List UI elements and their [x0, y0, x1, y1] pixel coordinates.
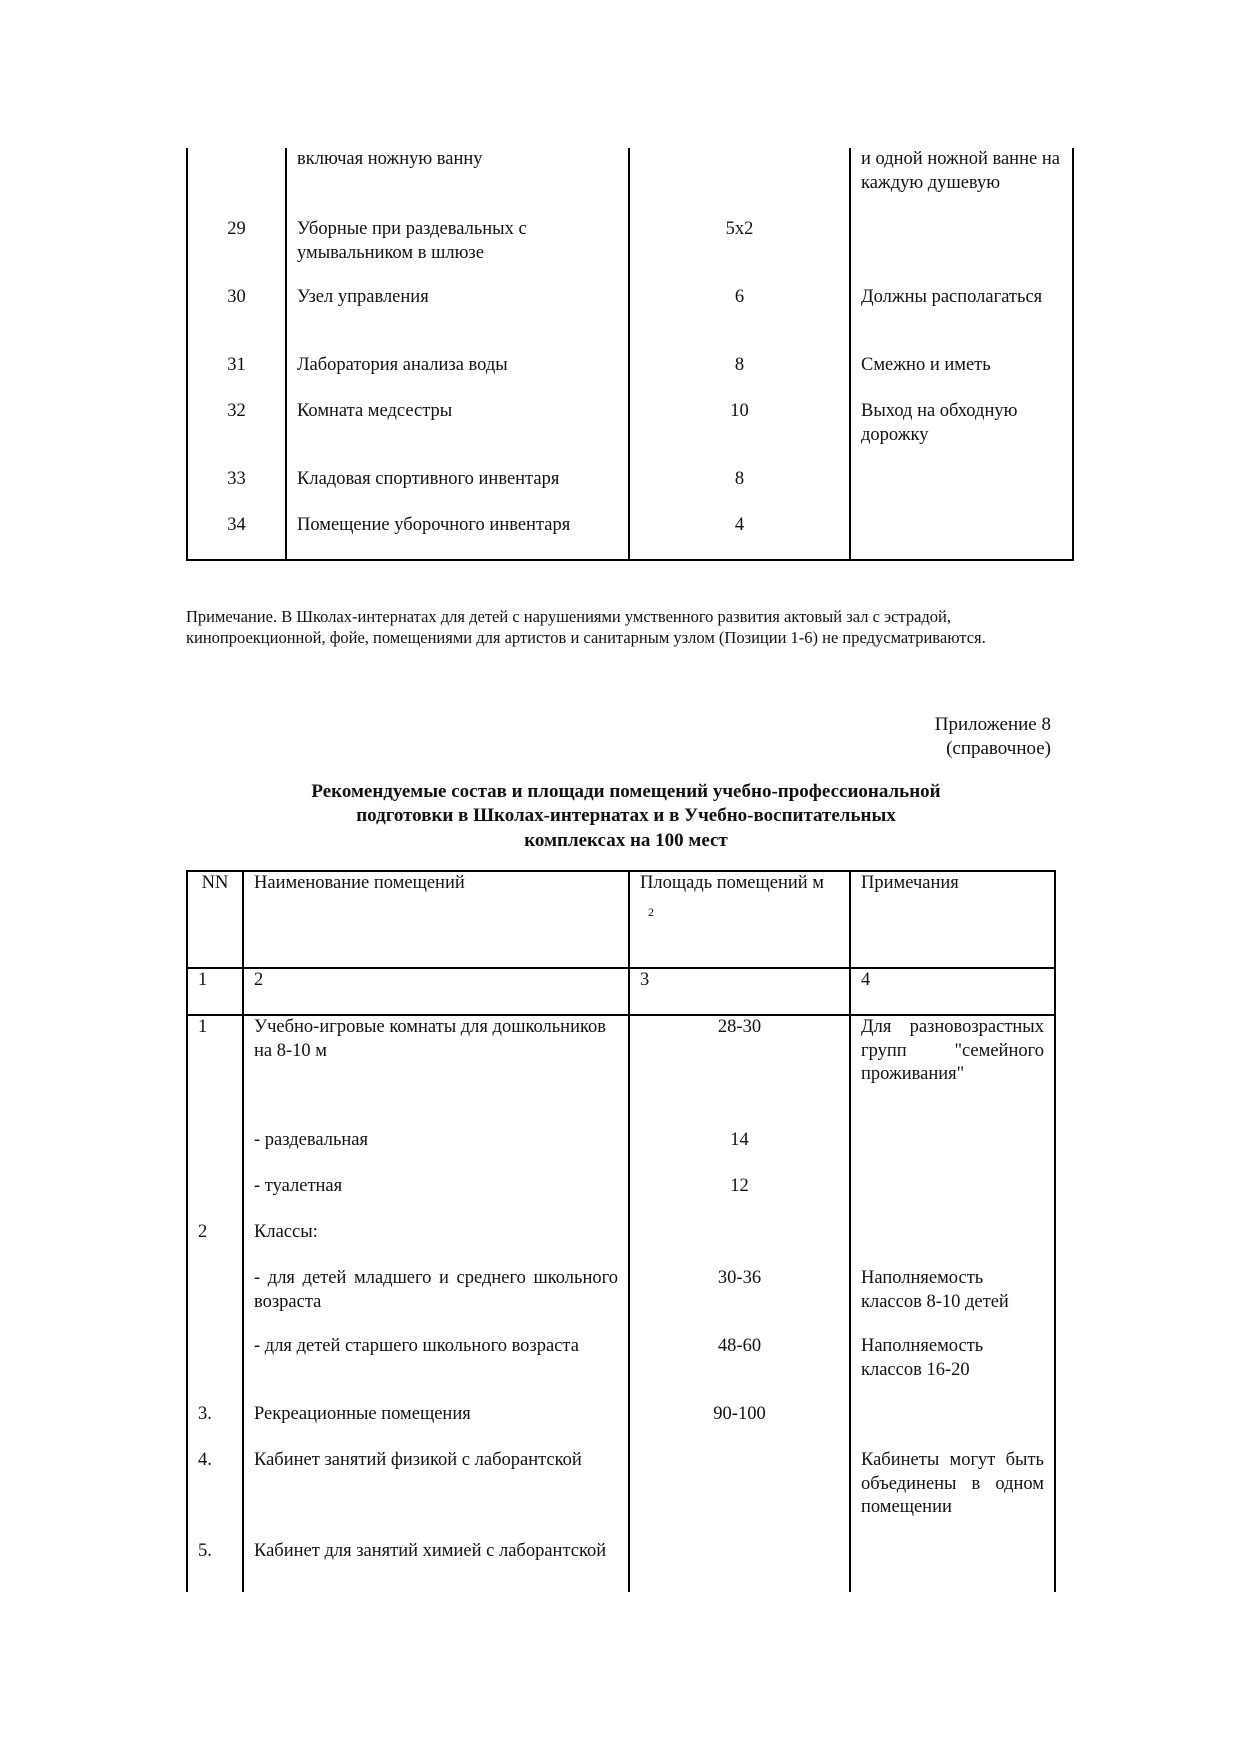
room-area	[629, 1221, 850, 1267]
rooms-table	[186, 870, 1056, 1592]
table-row	[187, 1129, 1055, 1175]
header-area-unit: 2	[648, 905, 654, 920]
heading-line: подготовки в Школах-интернатах и в Учебно-воспитательных	[356, 805, 896, 827]
table-row	[187, 1403, 1055, 1449]
room-note: Наполняемость классов 8-10 детей	[850, 1267, 1055, 1335]
room-area	[629, 148, 850, 218]
column-index: 2	[243, 968, 629, 1015]
room-note	[850, 468, 1073, 514]
room-name: Уборные при раздевальных с умывальником в шлюзе	[286, 218, 629, 286]
row-number: 5.	[187, 1540, 243, 1592]
appendix-number: Приложение 8	[934, 714, 1051, 735]
column-index: 4	[850, 968, 1055, 1015]
room-note: и одной ножной ванне на каждую душевую	[850, 148, 1073, 218]
room-note: Смежно и иметь	[850, 354, 1073, 400]
room-note	[850, 1221, 1055, 1267]
room-area: 8	[629, 468, 850, 514]
room-name: - раздевальная	[243, 1129, 629, 1175]
room-area: 90-100	[629, 1403, 850, 1449]
room-note	[850, 1175, 1055, 1221]
room-area: 28-30	[629, 1015, 850, 1129]
table-row	[187, 514, 1073, 560]
header-notes: Примечания	[850, 871, 1055, 968]
section-heading	[186, 780, 1066, 853]
room-note: Кабинеты могут быть объединены в одном помещении	[850, 1449, 1055, 1540]
table-row	[187, 1540, 1055, 1592]
row-number: 29	[187, 218, 286, 286]
room-name: Комната медсестры	[286, 400, 629, 468]
header-name: Наименование помещений	[243, 871, 629, 968]
row-number: 34	[187, 514, 286, 560]
row-number: 3.	[187, 1403, 243, 1449]
room-area: 30-36	[629, 1267, 850, 1335]
table-row	[187, 1175, 1055, 1221]
room-area: 14	[629, 1129, 850, 1175]
table-header-row	[187, 871, 1055, 968]
room-note: Выход на обходную дорожку	[850, 400, 1073, 468]
row-number: 1	[187, 1015, 243, 1129]
room-name: Лаборатория анализа воды	[286, 354, 629, 400]
room-area: 4	[629, 514, 850, 560]
appendix-type: (справочное)	[946, 738, 1051, 760]
row-number	[187, 1335, 243, 1403]
row-number: 31	[187, 354, 286, 400]
table-row	[187, 1335, 1055, 1403]
table-row	[187, 400, 1073, 468]
table-row	[187, 218, 1073, 286]
room-name: Кладовая спортивного инвентаря	[286, 468, 629, 514]
room-note	[850, 514, 1073, 560]
table-row	[187, 1221, 1055, 1267]
room-name: Рекреационные помещения	[243, 1403, 629, 1449]
room-name: Классы:	[243, 1221, 629, 1267]
row-number: 30	[187, 286, 286, 354]
table-row	[187, 1015, 1055, 1129]
room-area: 48-60	[629, 1335, 850, 1403]
room-area	[629, 1540, 850, 1592]
room-area: 8	[629, 354, 850, 400]
room-name: - для детей старшего школьного возраста	[243, 1335, 629, 1403]
row-number	[187, 1129, 243, 1175]
room-name: включая ножную ванну	[286, 148, 629, 218]
room-area: 5х2	[629, 218, 850, 286]
heading-line: Рекомендуемые состав и площади помещений учебно-профессиональной	[311, 781, 941, 802]
row-number: 4.	[187, 1449, 243, 1540]
row-number	[187, 1175, 243, 1221]
room-name: - для детей младшего и среднего школьного возраста	[243, 1267, 629, 1335]
room-note: Наполняемость классов 16-20	[850, 1335, 1055, 1403]
room-name: Узел управления	[286, 286, 629, 354]
row-number	[187, 148, 286, 218]
row-number: 2	[187, 1221, 243, 1267]
table-continuation	[186, 148, 1074, 561]
room-note: Должны располагаться	[850, 286, 1073, 354]
table-row	[187, 286, 1073, 354]
row-number	[187, 1267, 243, 1335]
room-area: 10	[629, 400, 850, 468]
room-note	[850, 1540, 1055, 1592]
room-name: Кабинет для занятий химией с лаборантской	[243, 1540, 629, 1592]
column-index-row	[187, 968, 1055, 1015]
room-name: Учебно-игровые комнаты для дошкольников на 8-10 м	[243, 1015, 629, 1129]
room-name: Кабинет занятий физикой с лаборантской	[243, 1449, 629, 1540]
table-row	[187, 148, 1073, 218]
heading-line: комплексах на 100 мест	[524, 829, 728, 851]
appendix-label	[935, 713, 1051, 762]
room-area: 12	[629, 1175, 850, 1221]
note-paragraph: Примечание. В Школах-интернатах для детей с нарушениями умственного развития актовый зал с эстрадой, кинопроекционной, фойе, помещениями для артистов и санитарным узлом (Позиции 1-6) не предусматриваются.	[186, 607, 986, 648]
table-row	[187, 1267, 1055, 1335]
row-number: 32	[187, 400, 286, 468]
room-note	[850, 218, 1073, 286]
row-number: 33	[187, 468, 286, 514]
room-name: - туалетная	[243, 1175, 629, 1221]
column-index: 3	[629, 968, 850, 1015]
table-row	[187, 1449, 1055, 1540]
room-note	[850, 1403, 1055, 1449]
header-number: NN	[187, 871, 243, 968]
room-area: 6	[629, 286, 850, 354]
header-area-text: Площадь помещений м	[640, 873, 824, 893]
table-row	[187, 468, 1073, 514]
room-name: Помещение уборочного инвентаря	[286, 514, 629, 560]
column-index: 1	[187, 968, 243, 1015]
table-row	[187, 354, 1073, 400]
header-area	[629, 871, 850, 968]
room-note	[850, 1129, 1055, 1175]
room-area	[629, 1449, 850, 1540]
room-note: Для разновозрастных групп "семейного проживания"	[850, 1015, 1055, 1129]
